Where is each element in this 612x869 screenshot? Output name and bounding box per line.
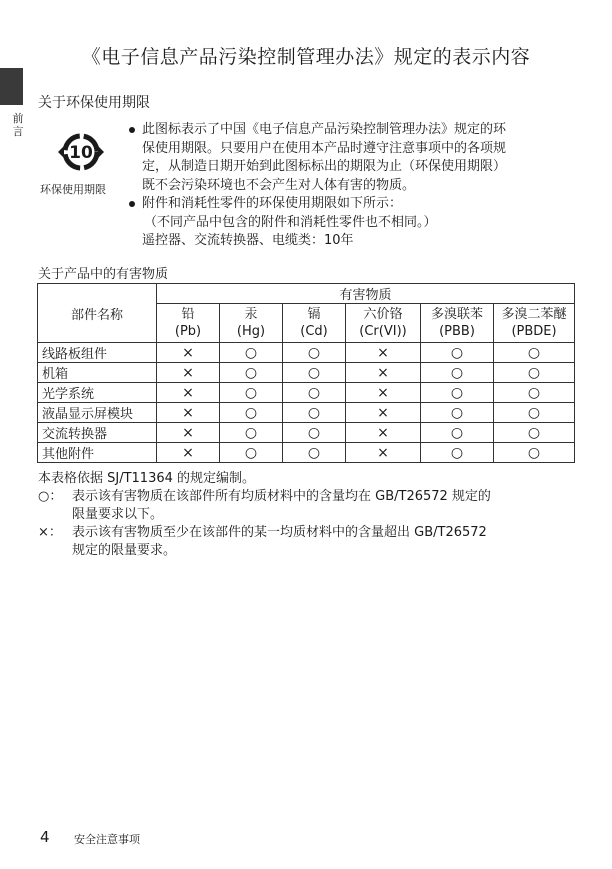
substance-name: 镉 — [307, 307, 321, 322]
cross-mark: × — [377, 384, 389, 401]
circle-mark: ○ — [307, 404, 321, 421]
bullet-line: 保使用期限。只要用户在使用本产品时遵守注意事项中的各项规 — [142, 140, 507, 156]
table-row — [38, 443, 575, 463]
page-title: 《电子信息产品污染控制管理办法》规定的表示内容 — [81, 46, 531, 68]
mark-cell — [421, 443, 494, 463]
eco-period-logo-icon — [52, 127, 110, 177]
cross-mark: × — [377, 364, 389, 381]
cross-mark: × — [182, 364, 194, 381]
circle-mark: ○ — [244, 384, 258, 401]
substance-symbol: (PBDE) — [511, 324, 557, 339]
circle-mark: ○ — [244, 344, 258, 361]
mark-cell — [157, 363, 220, 383]
circle-mark: ○ — [527, 364, 541, 381]
substances-header: 有害物质 — [157, 284, 575, 304]
mark-cell — [346, 423, 421, 443]
substance-column-header — [157, 304, 220, 343]
circle-mark: ○ — [450, 424, 464, 441]
cross-mark: × — [377, 404, 389, 421]
circle-mark: ○ — [307, 344, 321, 361]
part-name-cell: 液晶显示屏模块 — [38, 403, 157, 423]
bullet-line: 附件和消耗性零件的环保使用期限如下所示： — [142, 196, 403, 211]
table-row — [38, 363, 575, 383]
circle-mark: ○ — [244, 444, 258, 461]
circle-mark: ○ — [450, 384, 464, 401]
mark-cell — [494, 423, 575, 443]
mark-cell — [494, 363, 575, 383]
mark-cell — [220, 443, 283, 463]
circle-mark: ○ — [450, 364, 464, 381]
mark-cell — [494, 383, 575, 403]
mark-cell — [346, 343, 421, 363]
eco-period-description — [128, 121, 578, 251]
bullet-2 — [128, 195, 578, 251]
mark-cell — [283, 443, 346, 463]
bullet-line: 既不会污染环境也不会产生对人体有害的物质。 — [142, 177, 416, 193]
mark-cell — [220, 363, 283, 383]
circle-mark: ○ — [527, 404, 541, 421]
part-name-cell: 交流转换器 — [38, 423, 157, 443]
mark-cell — [157, 443, 220, 463]
bullet-line: 此图标表示了中国《电子信息产品污染控制管理办法》规定的环 — [142, 122, 507, 137]
part-name-header: 部件名称 — [38, 284, 157, 343]
circle-mark: ○ — [244, 364, 258, 381]
part-name-cell: 线路板组件 — [38, 343, 157, 363]
mark-cell — [494, 443, 575, 463]
circle-mark: ○ — [527, 424, 541, 441]
mark-cell — [421, 403, 494, 423]
hazardous-substances-table — [37, 283, 575, 463]
logo-caption: 环保使用期限 — [40, 183, 106, 196]
circle-mark: ○ — [527, 344, 541, 361]
cross-mark: × — [182, 344, 194, 361]
mark-cell — [220, 343, 283, 363]
cross-mark: × — [182, 404, 194, 421]
mark-cell — [421, 343, 494, 363]
substance-column-header — [494, 304, 575, 343]
note-line: 表示该有害物质在该部件所有均质材料中的含量均在 GB/T26572 规定的 — [72, 489, 491, 504]
mark-cell — [421, 383, 494, 403]
section-heading-eco-period: 关于环保使用期限 — [38, 95, 150, 111]
table-row — [38, 403, 575, 423]
circle-mark: ○ — [450, 444, 464, 461]
part-name-cell: 机箱 — [38, 363, 157, 383]
mark-cell — [157, 423, 220, 443]
chapter-tab-marker — [0, 68, 23, 105]
substance-name: 汞 — [244, 307, 258, 322]
mark-cell — [157, 383, 220, 403]
cross-mark: × — [182, 424, 194, 441]
bullet-line: （不同产品中包含的附件和消耗性零件也不相同。） — [144, 214, 437, 230]
section-heading-hazardous: 关于产品中的有害物质 — [38, 267, 169, 282]
substance-name: 六价铬 — [363, 307, 403, 322]
substance-column-header — [283, 304, 346, 343]
circle-mark: ○ — [307, 444, 321, 461]
mark-cell — [346, 363, 421, 383]
bullet-line: 遥控器、交流转换器、电缆类：10年 — [142, 233, 354, 248]
circle-mark: ○ — [450, 344, 464, 361]
mark-cell — [220, 403, 283, 423]
mark-cell — [157, 403, 220, 423]
substance-symbol: (Pb) — [174, 324, 202, 339]
circle-mark: ○ — [307, 384, 321, 401]
eco-period-logo-number: 10 — [69, 143, 93, 163]
cross-mark: × — [182, 384, 194, 401]
footer-section-title: 安全注意事项 — [74, 833, 140, 846]
mark-cell — [283, 383, 346, 403]
substance-name: 多溴联苯 — [430, 307, 483, 322]
circle-mark: ○ — [244, 404, 258, 421]
circle-mark: ○ — [307, 364, 321, 381]
circle-mark: ○ — [527, 384, 541, 401]
mark-cell — [346, 403, 421, 423]
table-row — [38, 343, 575, 363]
substance-column-header — [421, 304, 494, 343]
substance-symbol: (PBB) — [439, 324, 475, 339]
circle-mark: ○ — [527, 444, 541, 461]
bullet-1 — [128, 121, 578, 195]
mark-cell — [421, 423, 494, 443]
mark-cell — [283, 403, 346, 423]
note-line: 限量要求以下。 — [72, 507, 164, 522]
mark-cell — [220, 423, 283, 443]
substance-name: 多溴二苯醚 — [501, 307, 567, 322]
bullet-line: 定，从制造日期开始到此图标标出的期限为止（环保使用期限） — [142, 159, 507, 174]
table-notes — [38, 470, 578, 560]
chapter-side-label: 前言 — [12, 112, 24, 138]
note-cross — [38, 524, 578, 560]
note-intro: 本表格依据 SJ/T11364 的规定编制。 — [38, 471, 256, 486]
mark-cell — [346, 443, 421, 463]
page-number: 4 — [40, 828, 50, 846]
note-circle — [38, 488, 578, 524]
part-name-cell: 其他附件 — [38, 443, 157, 463]
part-name-cell: 光学系统 — [38, 383, 157, 403]
substance-column-header — [346, 304, 421, 343]
mark-cell — [494, 343, 575, 363]
substance-name: 铅 — [181, 307, 195, 322]
mark-cell — [494, 403, 575, 423]
substance-column-header — [220, 304, 283, 343]
substance-symbol: (Hg) — [236, 324, 266, 339]
mark-cell — [346, 383, 421, 403]
cross-mark: × — [377, 444, 389, 461]
substance-symbol: (Cr(VI)) — [359, 324, 407, 339]
mark-cell — [283, 363, 346, 383]
table-row — [38, 383, 575, 403]
substance-symbol: (Cd) — [300, 324, 328, 339]
note-cross-symbol: ×： — [38, 525, 62, 540]
mark-cell — [283, 343, 346, 363]
table-row — [38, 423, 575, 443]
mark-cell — [421, 363, 494, 383]
circle-mark: ○ — [244, 424, 258, 441]
note-circle-symbol: ○： — [38, 489, 63, 504]
mark-cell — [283, 423, 346, 443]
mark-cell — [157, 343, 220, 363]
note-line: 规定的限量要求。 — [72, 543, 177, 558]
mark-cell — [220, 383, 283, 403]
cross-mark: × — [377, 424, 389, 441]
cross-mark: × — [377, 344, 389, 361]
circle-mark: ○ — [307, 424, 321, 441]
cross-mark: × — [182, 444, 194, 461]
circle-mark: ○ — [450, 404, 464, 421]
note-line: 表示该有害物质至少在该部件的某一均质材料中的含量超出 GB/T26572 — [72, 525, 487, 540]
